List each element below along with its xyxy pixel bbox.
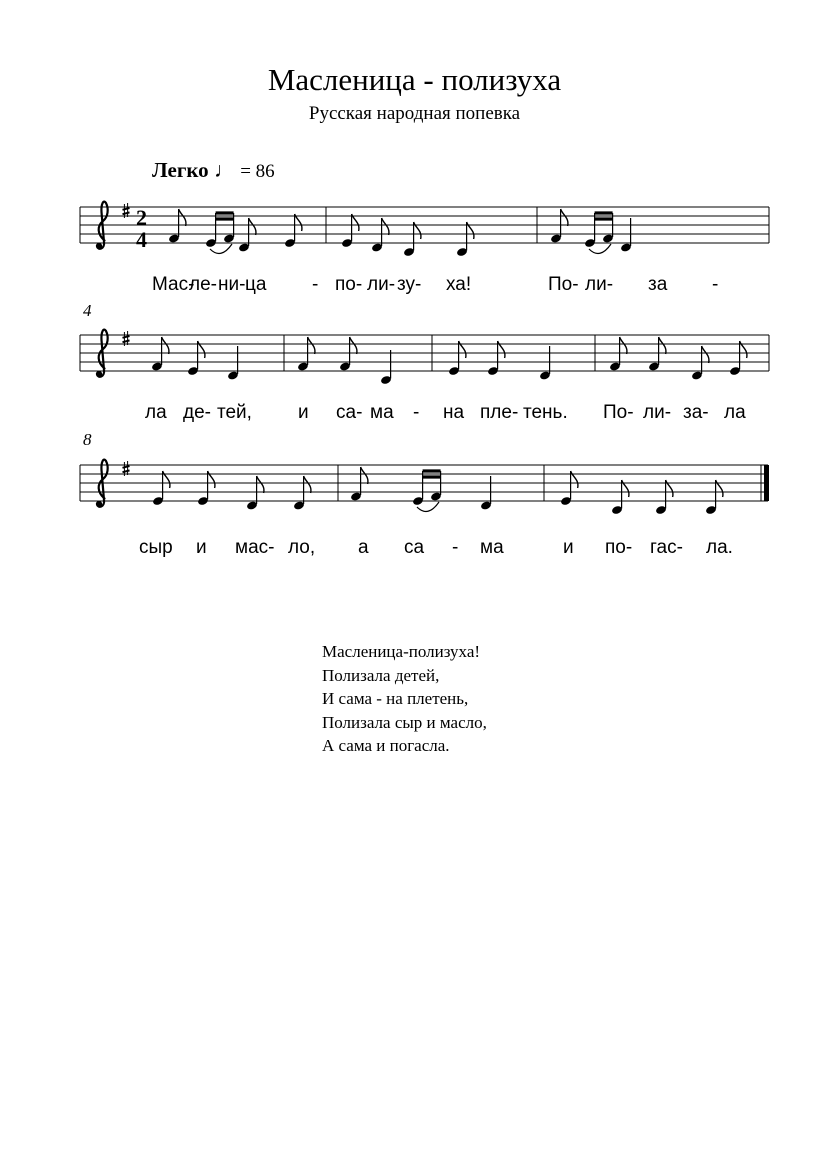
quarter-note-icon: ♩ [213, 158, 235, 182]
lyric-syllable: ли- [585, 274, 614, 295]
lyrics-line-2 [145, 402, 746, 423]
lyric-syllable: ма [370, 402, 394, 423]
lyric-hyphen: - [312, 274, 319, 295]
lyric-syllable: По- [603, 402, 634, 423]
lyric-syllable: на [443, 402, 465, 423]
lyric-syllable: ха! [446, 274, 472, 295]
time-signature-bottom: 4 [136, 227, 147, 252]
lyric-syllable: ла [724, 402, 746, 423]
lyric-syllable: тей, [217, 402, 252, 423]
lyrics-line-3 [139, 537, 733, 558]
lyric-syllable: тень. [523, 402, 568, 423]
lyric-syllable: по- [605, 537, 633, 558]
lyric-syllable: са- [336, 402, 363, 423]
lyric-syllable: са [404, 537, 425, 558]
poem-line: Полизала детей, [322, 665, 440, 685]
staff-system-1 [80, 202, 769, 258]
lyric-syllable: сыр [139, 537, 173, 558]
song-subtitle: Русская народная попевка [308, 103, 521, 124]
lyric-hyphen: - [413, 402, 420, 423]
lyric-syllable: ни- [218, 274, 246, 295]
lyric-syllable: де- [183, 402, 211, 423]
lyrics-line-1 [152, 274, 718, 295]
song-title: Масленица - полизуха [267, 62, 562, 97]
lyric-syllable: Мас- [152, 274, 195, 295]
lyric-syllable: и [196, 537, 207, 558]
time-signature [136, 205, 147, 252]
tempo-word: Легко [152, 158, 209, 182]
staff-system-2 [80, 301, 769, 385]
lyric-syllable: за- [683, 402, 709, 423]
lyric-syllable: по- [335, 274, 363, 295]
staff-system-3 [80, 430, 769, 515]
lyric-syllable: ли- [643, 402, 672, 423]
poem-text [322, 640, 487, 758]
poem-line: Масленица-полизуха! [322, 642, 481, 661]
tempo-value: = 86 [240, 161, 275, 182]
measure-number: 4 [83, 301, 92, 320]
lyric-syllable: ла [145, 402, 167, 423]
final-barline [764, 465, 769, 501]
lyric-syllable: гас- [650, 537, 683, 558]
lyric-syllable: ма [480, 537, 504, 558]
poem-line: И сама - на плетень, [322, 689, 469, 708]
lyric-syllable: пле- [480, 402, 519, 423]
lyric-syllable: По- [548, 274, 579, 295]
lyric-syllable: за [648, 274, 668, 295]
measure-number: 8 [83, 430, 92, 449]
time-signature-top: 2 [136, 205, 147, 230]
lyric-syllable: ца [245, 274, 267, 295]
poem-line: А сама и погасла. [322, 736, 450, 755]
lyric-syllable: ло, [288, 537, 316, 558]
lyric-hyphen: - [452, 537, 459, 558]
lyric-hyphen: - [712, 274, 719, 295]
poem-line: Полизала сыр и масло, [322, 712, 487, 732]
lyric-syllable: ле- [189, 274, 217, 295]
lyric-syllable: ла. [706, 537, 733, 558]
lyric-syllable: и [563, 537, 574, 558]
lyric-syllable: а [358, 537, 369, 558]
lyric-syllable: и [298, 402, 309, 423]
lyric-syllable: ли- [367, 274, 396, 295]
lyric-syllable: зу- [397, 274, 422, 295]
lyric-syllable: мас- [235, 537, 275, 558]
